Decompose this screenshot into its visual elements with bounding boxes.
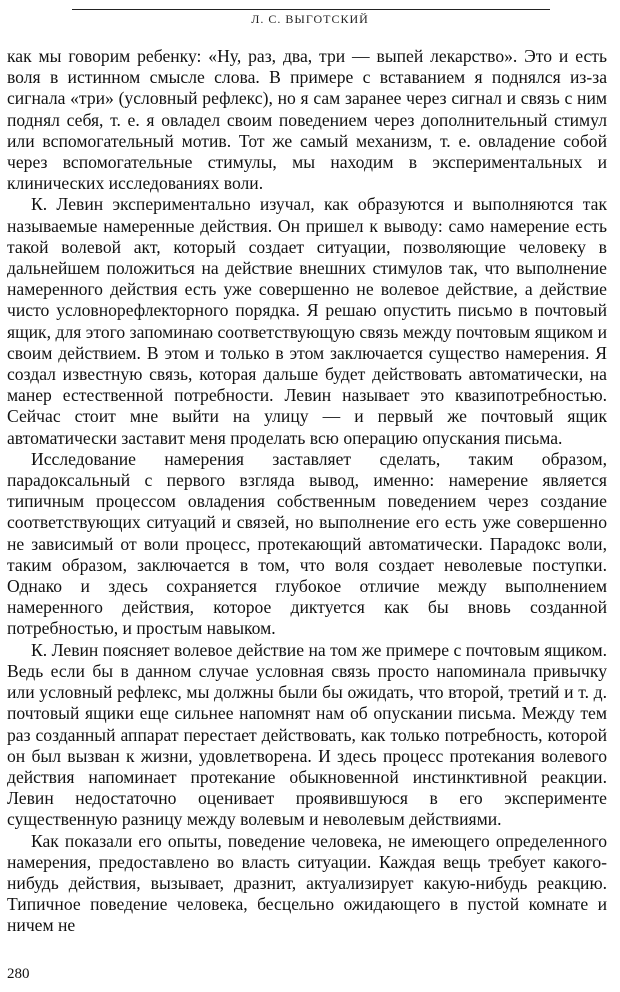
paragraph-4: К. Левин поясняет волевое действие на том же примере с почтовым ящиком. Ведь если бы в данном случае условная связь просто напоминала привычку или условный рефлекс, мы должны были бы ожидать, что второй, третий и т. д. почтовый ящики еще сильнее напомнят нам об опускании письма. Между тем раз созданный аппарат перестает действовать, как только потребность, которой он был вызван к жизни, удовлетворена. И здесь процесс протекания волевого действия напоминает протекание обыкновенной инстинктивной реакции. Левин недостаточно оценивает проявившуюся в его эксперименте существенную разницу между волевым и неволевым действиями. — [7, 639, 607, 830]
header-rule — [72, 9, 550, 10]
body-text — [7, 46, 607, 937]
paragraph-1: как мы говорим ребенку: «Ну, раз, два, три — выпей лекарство». Это и есть воля в истинном смысле слова. В примере с вставанием я поднялся из-за сигнала «три» (условный рефлекс), но я сам заранее через сигнал и связь с ним поднял себя, т. е. я овладел своим поведением через дополнительный стимул или вспомогательный мотив. Тот же самый механизм, т. е. овладение собой через вспомогательные стимулы, мы находим в экспериментальных и клинических исследованиях воли. — [7, 46, 607, 194]
running-head: Л. С. ВЫГОТСКИЙ — [251, 12, 369, 26]
paragraph-2: К. Левин экспериментально изучал, как образуются и выполняются так называемые намеренные действия. Он пришел к выводу: само намерение есть такой волевой акт, который создает ситуации, позволяющие человеку в дальнейшем положиться на действие внешних стимулов так, что выполнение намеренного действия есть уже совершенно не волевое действие, а действие чисто условнорефлекторного порядка. Я решаю опустить письмо в почтовый ящик, для этого запоминаю соответствующую связь между почтовым ящиком и своим действием. В этом и только в этом заключается существо намерения. Я создал известную связь, которая дальше будет действовать автоматически, на манер естественной потребности. Левин называет это квазипотребностью. Сейчас стоит мне выйти на улицу — и первый же почтовый ящик автоматически заставит меня проделать всю операцию опускания письма. — [7, 194, 607, 448]
paragraph-3: Исследование намерения заставляет сделать, таким образом, парадоксальный с первого взгляда вывод, именно: намерение является типичным процессом овладения собственным поведением через создание соответствующих ситуаций и связей, но выполнение его есть уже совершенно не зависимый от воли процесс, протекающий автоматически. Парадокс воли, таким образом, заключается в том, что воля создает неволевые поступки. Однако и здесь сохраняется глубокое отличие между выполнением намеренного действия, которое диктуется как бы вновь созданной потребностью, и простым навыком. — [7, 448, 607, 639]
paragraph-5: Как показали его опыты, поведение человека, не имеющего определенного намерения, предоставлено во власть ситуации. Каждая вещь требует какого-нибудь действия, вызывает, дразнит, актуализирует какую-нибудь реакцию. Типичное поведение человека, бесцельно ожидающего в пустой комнате и ничем не — [7, 830, 607, 936]
page-number: 280 — [7, 966, 30, 982]
